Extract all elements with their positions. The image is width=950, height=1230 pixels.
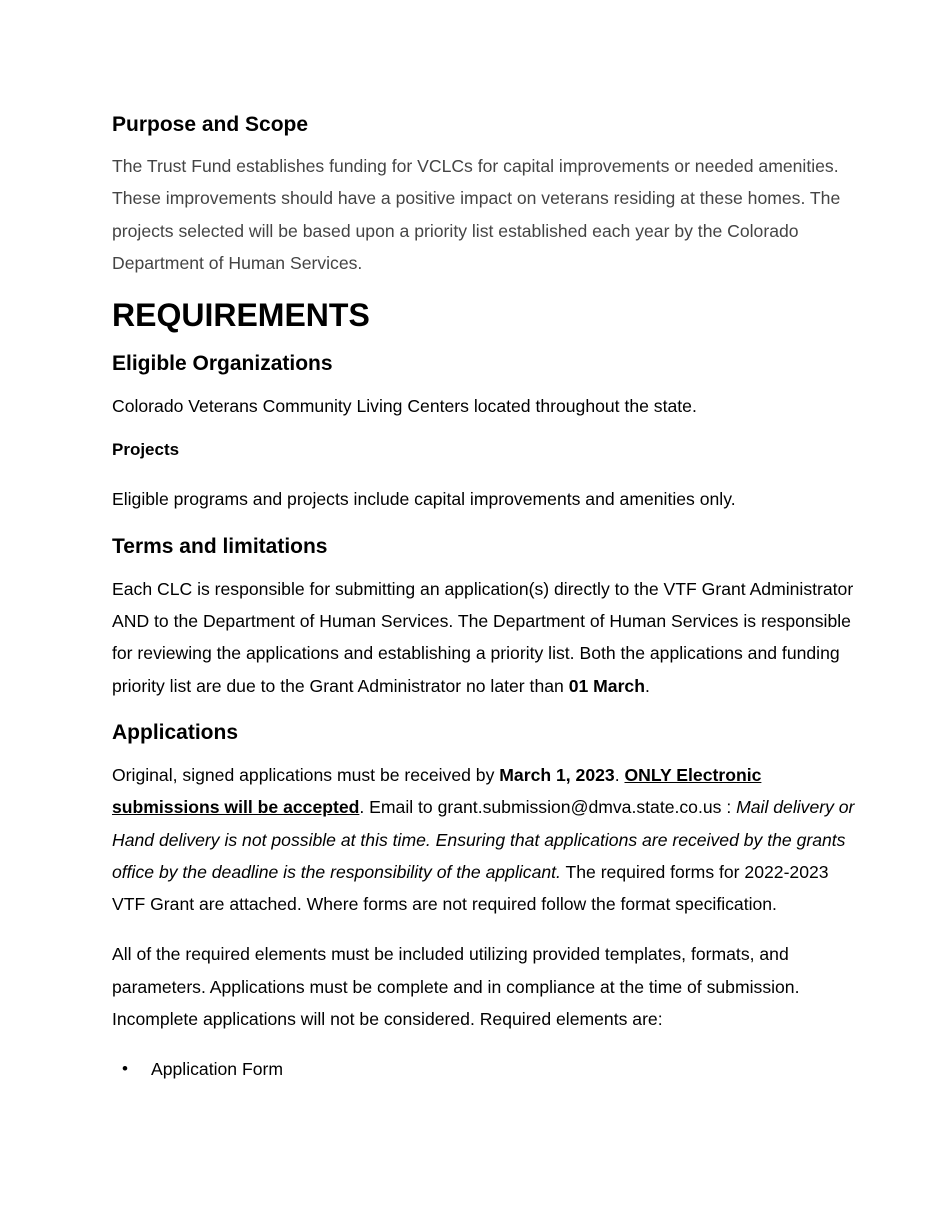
applications-heading: Applications	[112, 720, 239, 744]
purpose-heading: Purpose and Scope	[112, 113, 309, 136]
application-due-date: March 1, 2023	[499, 764, 615, 785]
terms-heading: Terms and limitations	[112, 534, 328, 558]
eligible-organizations-body: Colorado Veterans Community Living Centers located throughout the state.	[112, 396, 697, 417]
required-elements-list	[112, 1053, 864, 1085]
list-item: • Application Form	[112, 1053, 864, 1085]
projects-body: Eligible programs and projects include capital improvements and amenities only.	[112, 489, 736, 510]
purpose-body: The Trust Fund establishes funding for VCLCs for capital improvements or needed amenities. These improvements should have a positive impact on veterans residing at these homes. The projects selected will be based upon a priority list established each year by the Colorado Department of Human Services.	[112, 156, 841, 273]
applications-instructions: Original, signed applications must be received by March 1, 2023. ONLY Electronic submissions will be accepted. Email to grant.submission@dmva.state.co.us : Mail delivery or Hand delivery is not possible at this time. Ensuring that applications are received by the grants office by the deadline is the responsibility of the applicant. The required forms for 2022-2023 VTF Grant are attached. Where forms are not required follow the format specification.	[112, 764, 855, 915]
document-content	[112, 110, 864, 1085]
required-elements-intro: All of the required elements must be included utilizing provided templates, formats, and parameters. Applications must be complete and in compliance at the time of submission. Incomplete applications will not be considered. Required elements are:	[112, 944, 800, 1030]
terms-deadline: 01 March	[568, 675, 645, 696]
requirements-heading: REQUIREMENTS	[112, 297, 370, 334]
terms-body: Each CLC is responsible for submitting an application(s) directly to the VTF Grant Administrator AND to the Department of Human Services. The Department of Human Services is responsible for reviewing the applications and establishing a priority list. Both the applications and funding priority list are due to the Grant Administrator no later than 01 March.	[112, 578, 854, 696]
electronic-only-notice: ONLY Electronic submissions will be accepted	[112, 764, 762, 818]
delivery-notice: Mail delivery or Hand delivery is not possible at this time. Ensuring that applications are received by the grants office by the deadline is the responsibility of the applicant.	[112, 797, 855, 882]
eligible-organizations-heading: Eligible Organizations	[112, 352, 333, 376]
projects-heading: Projects	[112, 440, 180, 460]
